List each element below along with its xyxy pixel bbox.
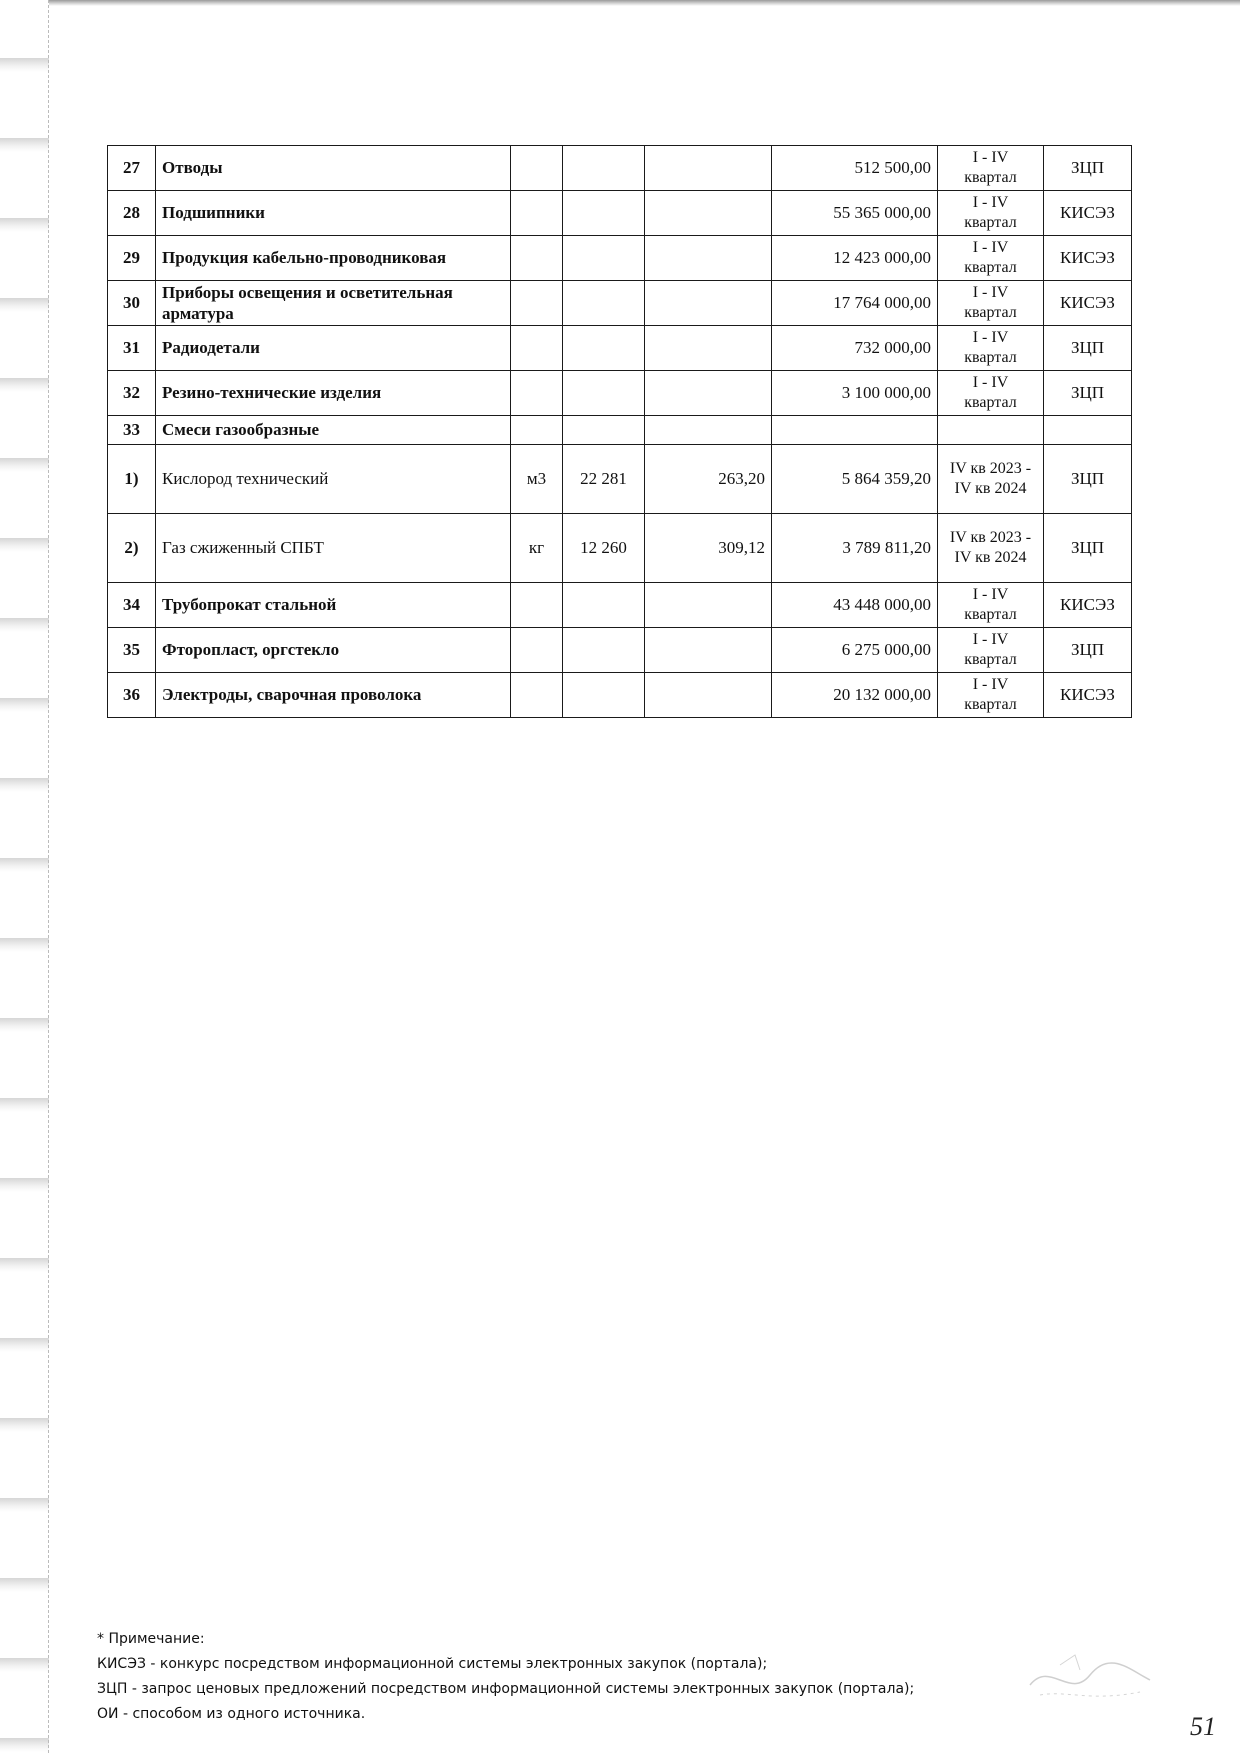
table-row: [108, 628, 1132, 673]
table-row: [108, 416, 1132, 445]
amount-cell: [772, 416, 938, 445]
unit-cell: [511, 281, 563, 326]
unit-price-cell: [645, 416, 772, 445]
unit-price-cell: [645, 146, 772, 191]
method-cell: ЗЦП: [1044, 146, 1132, 191]
item-name: Кислород технический: [156, 445, 511, 514]
footnote-heading: * Примечание:: [97, 1631, 205, 1647]
period-line-2: квартал: [964, 304, 1017, 321]
period-line-1: I - IV: [972, 631, 1009, 648]
period-line-2: квартал: [964, 606, 1017, 623]
row-number: 1): [108, 445, 156, 514]
footnote-line-oi: ОИ - способом из одного источника.: [97, 1706, 366, 1722]
item-name: Электроды, сварочная проволока: [156, 673, 511, 718]
period-line-1: I - IV: [972, 374, 1009, 391]
period-cell: [938, 514, 1044, 583]
period-cell: [938, 673, 1044, 718]
amount-cell: 512 500,00: [772, 146, 938, 191]
period-cell: [938, 281, 1044, 326]
method-cell: КИСЭЗ: [1044, 281, 1132, 326]
unit-cell: [511, 236, 563, 281]
procurement-table: [107, 145, 1132, 718]
row-number: 27: [108, 146, 156, 191]
unit-price-cell: [645, 281, 772, 326]
period-cell: [938, 371, 1044, 416]
period-cell: [938, 326, 1044, 371]
amount-cell: 43 448 000,00: [772, 583, 938, 628]
method-cell: КИСЭЗ: [1044, 583, 1132, 628]
amount-cell: 17 764 000,00: [772, 281, 938, 326]
method-cell: КИСЭЗ: [1044, 673, 1132, 718]
quantity-cell: [563, 191, 645, 236]
item-name: Подшипники: [156, 191, 511, 236]
unit-cell: [511, 673, 563, 718]
unit-cell: [511, 628, 563, 673]
row-number: 35: [108, 628, 156, 673]
period-line-1: I - IV: [972, 149, 1009, 166]
row-number: 31: [108, 326, 156, 371]
row-number: 34: [108, 583, 156, 628]
table-row: [108, 236, 1132, 281]
unit-cell: [511, 416, 563, 445]
period-cell: [938, 445, 1044, 514]
item-name: Отводы: [156, 146, 511, 191]
period-line-2: квартал: [964, 394, 1017, 411]
period-line-1: I - IV: [972, 329, 1009, 346]
table-row: [108, 281, 1132, 326]
unit-cell: [511, 583, 563, 628]
unit-cell: м3: [511, 445, 563, 514]
method-cell: ЗЦП: [1044, 371, 1132, 416]
item-name: Смеси газообразные: [156, 416, 511, 445]
period-line-1: I - IV: [972, 284, 1009, 301]
amount-cell: 3 789 811,20: [772, 514, 938, 583]
item-name: Радиодетали: [156, 326, 511, 371]
unit-price-cell: 309,12: [645, 514, 772, 583]
table-body: [108, 146, 1132, 718]
unit-price-cell: [645, 236, 772, 281]
footnote: [97, 1627, 914, 1727]
table-row: [108, 514, 1132, 583]
unit-cell: кг: [511, 514, 563, 583]
period-line-1: IV кв 2023 -: [949, 529, 1032, 546]
method-cell: ЗЦП: [1044, 445, 1132, 514]
period-line-2: квартал: [964, 169, 1017, 186]
amount-cell: 3 100 000,00: [772, 371, 938, 416]
method-cell: ЗЦП: [1044, 514, 1132, 583]
method-cell: КИСЭЗ: [1044, 236, 1132, 281]
period-line-2: IV кв 2024: [954, 480, 1027, 497]
table-row: [108, 326, 1132, 371]
method-cell: ЗЦП: [1044, 326, 1132, 371]
item-name: Трубопрокат стальной: [156, 583, 511, 628]
method-cell: [1044, 416, 1132, 445]
unit-price-cell: [645, 191, 772, 236]
period-cell: [938, 628, 1044, 673]
quantity-cell: [563, 673, 645, 718]
period-line-1: I - IV: [972, 676, 1009, 693]
quantity-cell: [563, 628, 645, 673]
quantity-cell: [563, 146, 645, 191]
amount-cell: 6 275 000,00: [772, 628, 938, 673]
item-name: Газ сжиженный СПБТ: [156, 514, 511, 583]
period-cell: [938, 236, 1044, 281]
amount-cell: 5 864 359,20: [772, 445, 938, 514]
amount-cell: 732 000,00: [772, 326, 938, 371]
quantity-cell: [563, 416, 645, 445]
unit-cell: [511, 371, 563, 416]
row-number: 28: [108, 191, 156, 236]
quantity-cell: 22 281: [563, 445, 645, 514]
table-row: [108, 371, 1132, 416]
row-number: 29: [108, 236, 156, 281]
scan-top-edge: [0, 0, 1240, 6]
period-line-1: IV кв 2023 -: [949, 460, 1032, 477]
row-number: 36: [108, 673, 156, 718]
item-name: Приборы освещения и осветительная арматура: [156, 281, 511, 326]
binding-edge: [0, 0, 49, 1753]
quantity-cell: [563, 326, 645, 371]
item-name: Резино-технические изделия: [156, 371, 511, 416]
period-line-1: I - IV: [972, 586, 1009, 603]
period-cell: [938, 583, 1044, 628]
quantity-cell: [563, 583, 645, 628]
footnote-line-kisez: КИСЭЗ - конкурс посредством информационной системы электронных закупок (портала);: [97, 1656, 768, 1672]
table-row: [108, 673, 1132, 718]
period-line-2: квартал: [964, 696, 1017, 713]
period-line-2: квартал: [964, 214, 1017, 231]
quantity-cell: [563, 236, 645, 281]
footnote-line-zcp: ЗЦП - запрос ценовых предложений посредством информационной системы электронных закупок (портала);: [97, 1681, 915, 1697]
unit-price-cell: [645, 371, 772, 416]
unit-cell: [511, 326, 563, 371]
period-line-1: I - IV: [972, 194, 1009, 211]
unit-cell: [511, 191, 563, 236]
item-name: Фторопласт, оргстекло: [156, 628, 511, 673]
table-row: [108, 445, 1132, 514]
unit-price-cell: [645, 583, 772, 628]
period-cell: [938, 191, 1044, 236]
unit-cell: [511, 146, 563, 191]
table-row: [108, 191, 1132, 236]
item-name: Продукция кабельно-проводниковая: [156, 236, 511, 281]
quantity-cell: [563, 371, 645, 416]
table-row: [108, 146, 1132, 191]
faded-stamp-mark: [1020, 1640, 1160, 1720]
period-line-2: квартал: [964, 349, 1017, 366]
period-line-1: I - IV: [972, 239, 1009, 256]
period-line-2: квартал: [964, 259, 1017, 276]
amount-cell: 20 132 000,00: [772, 673, 938, 718]
unit-price-cell: [645, 628, 772, 673]
unit-price-cell: [645, 673, 772, 718]
row-number: 2): [108, 514, 156, 583]
quantity-cell: [563, 281, 645, 326]
amount-cell: 55 365 000,00: [772, 191, 938, 236]
method-cell: КИСЭЗ: [1044, 191, 1132, 236]
row-number: 32: [108, 371, 156, 416]
table-row: [108, 583, 1132, 628]
period-line-2: IV кв 2024: [954, 549, 1027, 566]
row-number: 33: [108, 416, 156, 445]
period-cell: [938, 146, 1044, 191]
period-line-2: квартал: [964, 651, 1017, 668]
unit-price-cell: 263,20: [645, 445, 772, 514]
unit-price-cell: [645, 326, 772, 371]
row-number: 30: [108, 281, 156, 326]
method-cell: ЗЦП: [1044, 628, 1132, 673]
amount-cell: 12 423 000,00: [772, 236, 938, 281]
period-cell: [938, 416, 1044, 445]
quantity-cell: 12 260: [563, 514, 645, 583]
page-number: 51: [1190, 1712, 1216, 1741]
